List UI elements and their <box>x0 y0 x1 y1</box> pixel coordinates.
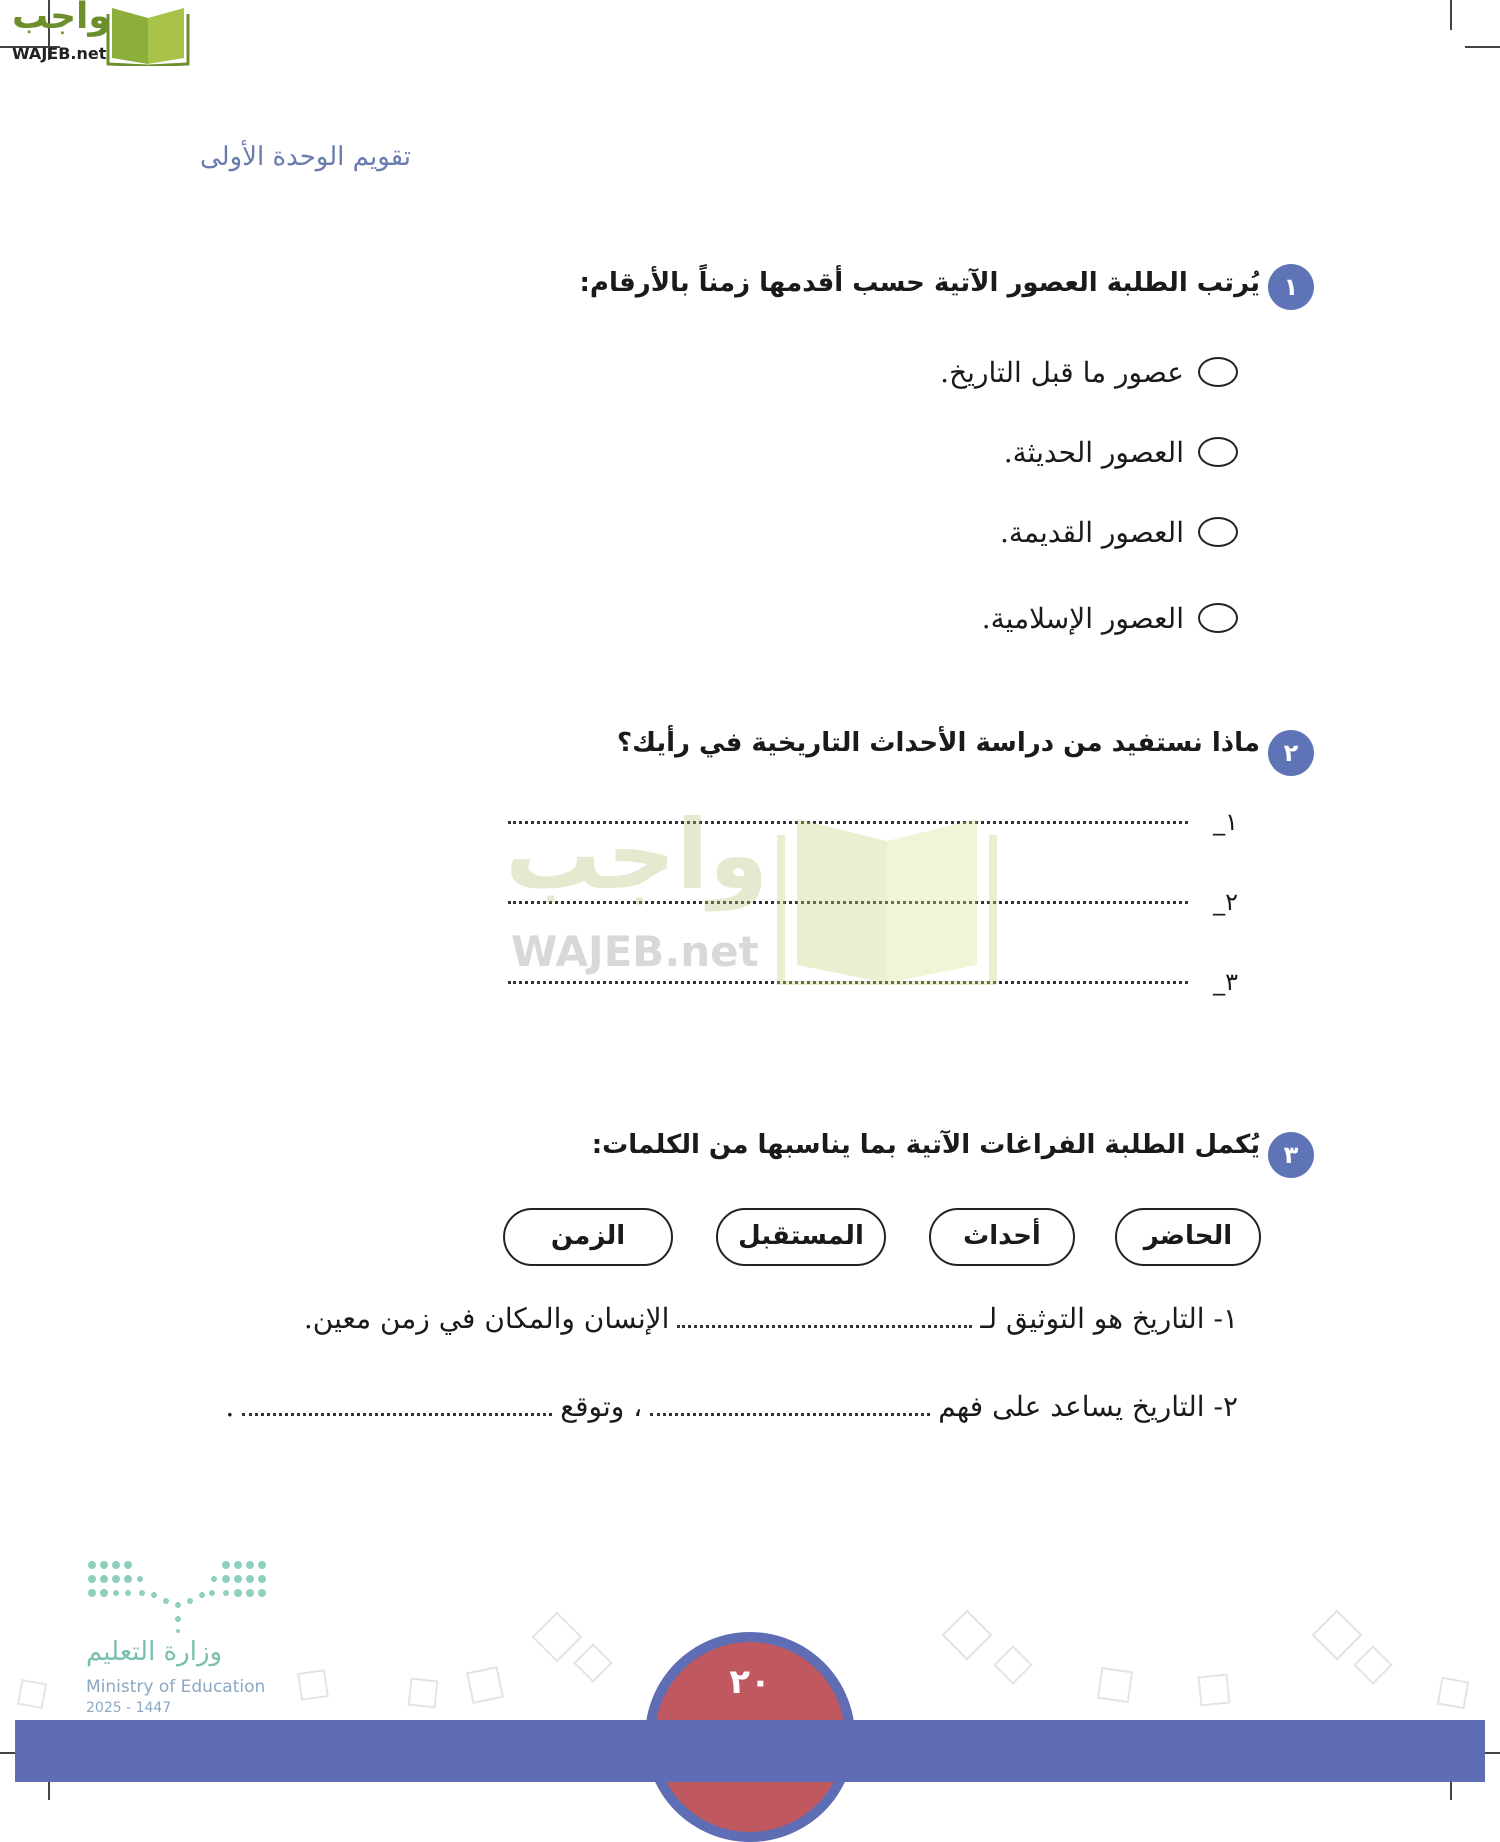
watermark-latin-text: WAJEB.net <box>511 927 759 976</box>
sentence-2-middle: ، وتوقع <box>560 1390 643 1423</box>
ministry-logo <box>82 1555 282 1725</box>
order-circle[interactable] <box>1198 437 1238 467</box>
order-circle[interactable] <box>1198 603 1238 633</box>
answer-line-number: ١_ <box>1213 808 1238 836</box>
option-item <box>1004 432 1238 472</box>
book-icon <box>106 4 190 66</box>
fill-blank[interactable] <box>677 1325 972 1328</box>
option-label: العصور الإسلامية. <box>981 601 1184 635</box>
option-item <box>1000 512 1238 552</box>
question-3-prompt: يُكمل الطلبة الفراغات الآتية بما يناسبها من الكلمات: <box>591 1130 1260 1160</box>
logo-latin-text: WAJEB.net <box>12 44 107 63</box>
unit-title: تقويم الوحدة الأولى <box>200 142 412 172</box>
watermark-arabic-text: واجب <box>505 799 769 911</box>
question-number-badge: ١ <box>1268 264 1314 310</box>
sentence-1-start: ١- التاريخ هو التوثيق لـ <box>980 1302 1238 1335</box>
wajeb-watermark <box>505 799 1005 995</box>
ministry-english-name: Ministry of Education <box>86 1677 266 1697</box>
logo-arabic-text: واجب <box>12 0 111 37</box>
answer-line-number: ٣_ <box>1213 968 1238 996</box>
option-label: العصور الحديثة. <box>1003 435 1184 469</box>
question-2-prompt: ماذا نستفيد من دراسة الأحداث التاريخية في رأيك؟ <box>617 728 1260 758</box>
fill-blank[interactable] <box>242 1413 552 1416</box>
fill-in-sentence-1 <box>304 1302 1238 1335</box>
option-label: العصور القديمة. <box>999 515 1184 549</box>
answer-line-number: ٢_ <box>1213 888 1238 916</box>
crop-mark <box>1450 0 1452 30</box>
sentence-2-start: ٢- التاريخ يساعد على فهم <box>938 1390 1238 1423</box>
question-number-badge: ٣ <box>1268 1132 1314 1178</box>
sentence-1-end: الإنسان والمكان في زمن معين. <box>303 1302 670 1335</box>
option-label: عصور ما قبل التاريخ. <box>940 355 1184 389</box>
order-circle[interactable] <box>1198 517 1238 547</box>
fill-blank[interactable] <box>650 1413 930 1416</box>
word-choice[interactable]: أحداث <box>929 1208 1075 1266</box>
ministry-year: 2025 - 1447 <box>86 1700 172 1716</box>
option-item <box>940 352 1238 392</box>
order-circle[interactable] <box>1198 357 1238 387</box>
ministry-arabic-name: وزارة التعليم <box>86 1637 223 1667</box>
question-number-badge: ٢ <box>1268 730 1314 776</box>
crop-mark <box>1465 46 1500 48</box>
page-number: ٢٠ <box>729 1662 771 1702</box>
book-icon <box>775 815 999 985</box>
option-item <box>982 598 1238 638</box>
question-1-prompt: يُرتب الطلبة العصور الآتية حسب أقدمها زمناً بالأرقام: <box>579 268 1260 298</box>
fill-in-sentence-2 <box>225 1390 1238 1423</box>
word-choice[interactable]: الزمن <box>503 1208 673 1266</box>
sentence-2-end: . <box>225 1390 235 1423</box>
word-choice[interactable]: المستقبل <box>716 1208 886 1266</box>
ministry-dots-icon <box>82 1555 272 1635</box>
footer-bar <box>15 1720 1485 1782</box>
wajeb-logo[interactable] <box>8 2 193 66</box>
word-choice[interactable]: الحاضر <box>1115 1208 1261 1266</box>
